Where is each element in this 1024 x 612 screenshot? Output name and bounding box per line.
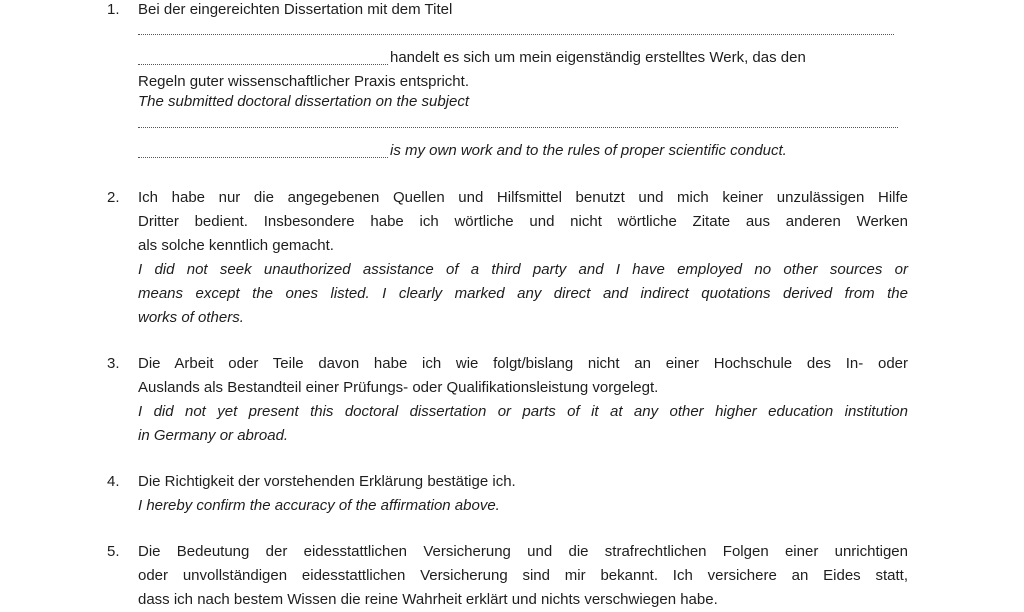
item-1-german-text: handelt es sich um mein eigenständig erstelltes Werk, das den: [390, 49, 806, 66]
item-5-german-text: dass ich nach bestem Wissen die reine Wahrheit erklärt und nichts verschwiegen habe.: [138, 591, 718, 608]
title-fill-line: [138, 34, 894, 35]
item-3-english-text: in Germany or abroad.: [138, 427, 289, 444]
item-2-english-text: means except the ones listed. I clearly marked any direct and indirect quotations derived from the: [138, 285, 908, 302]
item-number: 5.: [107, 543, 120, 560]
subject-fill-line: [138, 157, 388, 158]
item-4-german-text: Die Richtigkeit der vorstehenden Erklärung bestätige ich.: [138, 473, 516, 490]
item-1-english-text: is my own work and to the rules of proper scientific conduct.: [390, 142, 787, 159]
title-fill-line: [138, 64, 388, 65]
item-3-german-text: Auslands als Bestandteil einer Prüfungs- oder Qualifikationsleistung vorgelegt.: [138, 379, 659, 396]
item-2-english-text: works of others.: [138, 309, 244, 326]
item-5-german-text: Die Bedeutung der eidesstattlichen Versicherung und die strafrechtlichen Folgen einer unrichtigen: [138, 543, 908, 560]
item-number: 2.: [107, 189, 120, 206]
item-2-english-text: I did not seek unauthorized assistance of a third party and I have employed no other sources or: [138, 261, 908, 278]
item-1-english-text: The submitted doctoral dissertation on the subject: [138, 93, 470, 110]
item-number: 4.: [107, 473, 120, 490]
item-2-german-text: Dritter bedient. Insbesondere habe ich wörtliche und nicht wörtliche Zitate aus anderen Werken: [138, 213, 908, 230]
item-number: 1.: [107, 1, 120, 18]
item-2-german-text: Ich habe nur die angegebenen Quellen und Hilfsmittel benutzt und mich keiner unzulässigen Hilfe: [138, 189, 908, 206]
item-3-english-text: I did not yet present this doctoral dissertation or parts of it at any other higher education institution: [138, 403, 908, 420]
item-1-german-text: Regeln guter wissenschaftlicher Praxis entspricht.: [138, 73, 469, 90]
item-2-german-text: als solche kenntlich gemacht.: [138, 237, 334, 254]
item-3-german-text: Die Arbeit oder Teile davon habe ich wie folgt/bislang nicht an einer Hochschule des In- oder: [138, 355, 908, 372]
subject-fill-line: [138, 127, 898, 128]
item-4-english-text: I hereby confirm the accuracy of the affirmation above.: [138, 497, 500, 514]
item-5-german-text: oder unvollständigen eidesstattlichen Versicherung sind mir bekannt. Ich versichere an Eides statt,: [138, 567, 908, 584]
item-1-german-title-line: Bei der eingereichten Dissertation mit dem Titel: [138, 1, 453, 18]
item-number: 3.: [107, 355, 120, 372]
